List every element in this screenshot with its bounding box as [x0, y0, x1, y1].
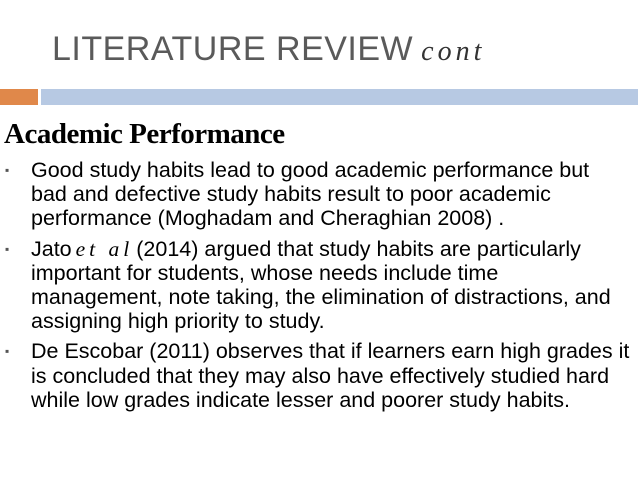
slide-title-text: LITERATURE REVIEW: [52, 30, 414, 68]
bullet-text-italic: et al: [75, 236, 134, 261]
bullet-item: [0, 237, 638, 334]
bullet-list: [0, 158, 638, 479]
bullet-text-pre: Jato: [31, 236, 72, 261]
accent-bar-orange: [0, 89, 38, 105]
accent-bar-blue: [41, 89, 638, 105]
slide-title: [52, 30, 485, 69]
bullet-text: De Escobar (2011) observes that if learners earn high grades it is concluded that they may also have effectively studied hard while low grades indicate lesser and poorer study habits.: [31, 339, 630, 412]
square-bullet-icon: ▪: [5, 241, 10, 256]
square-bullet-icon: ▪: [5, 344, 10, 359]
bullet-item: [0, 339, 638, 412]
section-heading: Academic Performance: [4, 118, 285, 150]
square-bullet-icon: ▪: [5, 163, 10, 177]
bullet-text: Good study habits lead to good academic performance but bad and defective study habits result to poor academic performance (Moghadam and Cheraghian 2008) .: [31, 158, 590, 231]
slide-title-suffix: cont: [421, 36, 486, 67]
bullet-item: [0, 158, 638, 231]
bullet-text-post: (2014) argued that study habits are particularly important for students, whose needs include time management, note taking, the elimination of distractions, and assigning high priority to study.: [31, 236, 611, 334]
